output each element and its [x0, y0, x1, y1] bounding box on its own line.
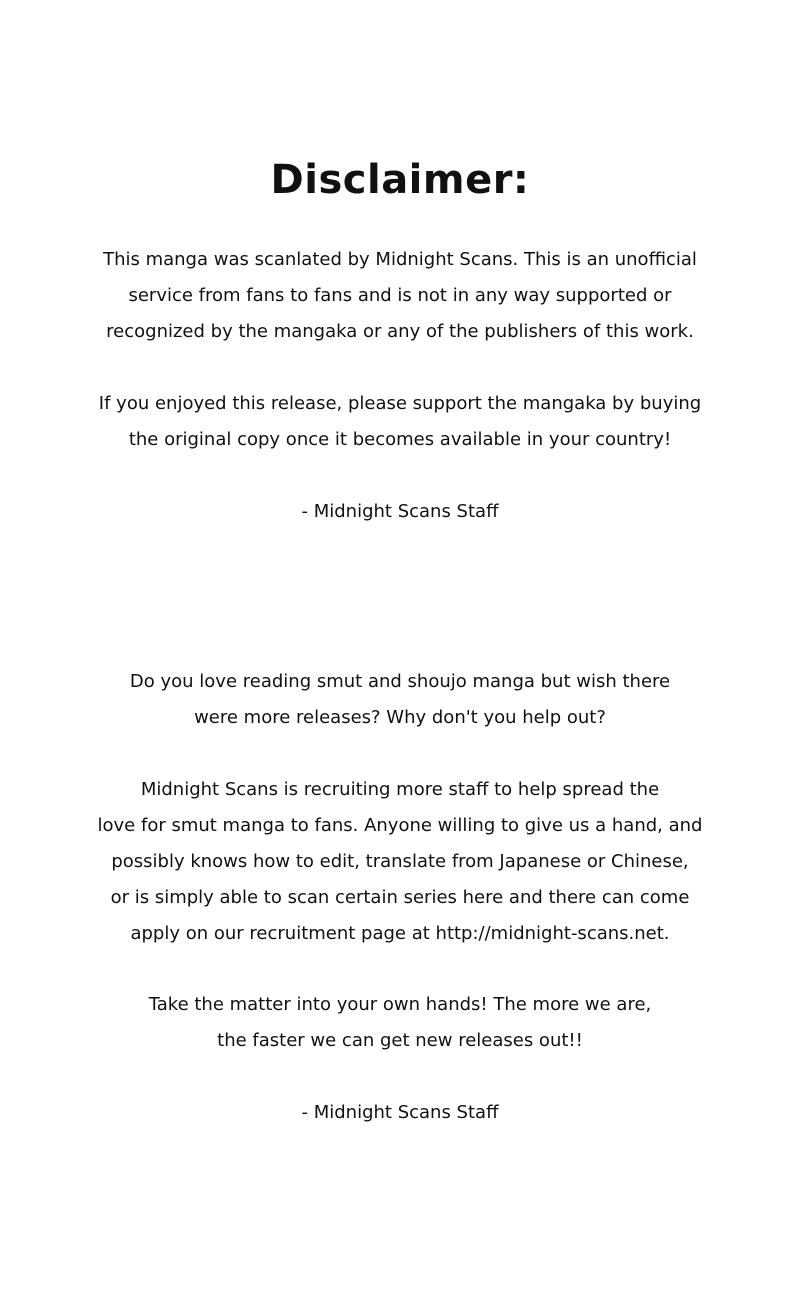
recruitment-paragraph-3: [70, 987, 730, 1059]
disclaimer-paragraph-1: [70, 242, 730, 350]
text-line: Take the matter into your own hands! The more we are,: [148, 994, 652, 1015]
text-line: If you enjoyed this release, please support the mangaka by buying: [98, 393, 702, 414]
recruitment-signature: - Midnight Scans Staff: [301, 1102, 499, 1123]
recruitment-paragraph-2: [70, 772, 730, 952]
recruitment-paragraph-1: [70, 664, 730, 736]
disclaimer-title: Disclaimer:: [270, 157, 530, 203]
text-line: service from fans to fans and is not in any way supported or: [128, 285, 672, 306]
text-line: were more releases? Why don't you help out?: [194, 707, 606, 728]
text-line: the faster we can get new releases out!!: [217, 1030, 583, 1051]
disclaimer-paragraph-2: [70, 386, 730, 458]
text-line: recognized by the mangaka or any of the publishers of this work.: [106, 321, 694, 342]
disclaimer-signature: - Midnight Scans Staff: [301, 501, 499, 522]
text-line: or is simply able to scan certain series here and there can come: [110, 887, 690, 908]
text-line: apply on our recruitment page at http://midnight-scans.net.: [130, 923, 670, 944]
text-line: Midnight Scans is recruiting more staff to help spread the: [140, 779, 660, 800]
text-line: Do you love reading smut and shoujo manga but wish there: [129, 671, 671, 692]
text-line: This manga was scanlated by Midnight Scans. This is an unofficial: [103, 249, 697, 270]
text-line: the original copy once it becomes available in your country!: [128, 429, 672, 450]
text-line: love for smut manga to fans. Anyone willing to give us a hand, and: [97, 815, 703, 836]
text-line: possibly knows how to edit, translate from Japanese or Chinese,: [111, 851, 689, 872]
